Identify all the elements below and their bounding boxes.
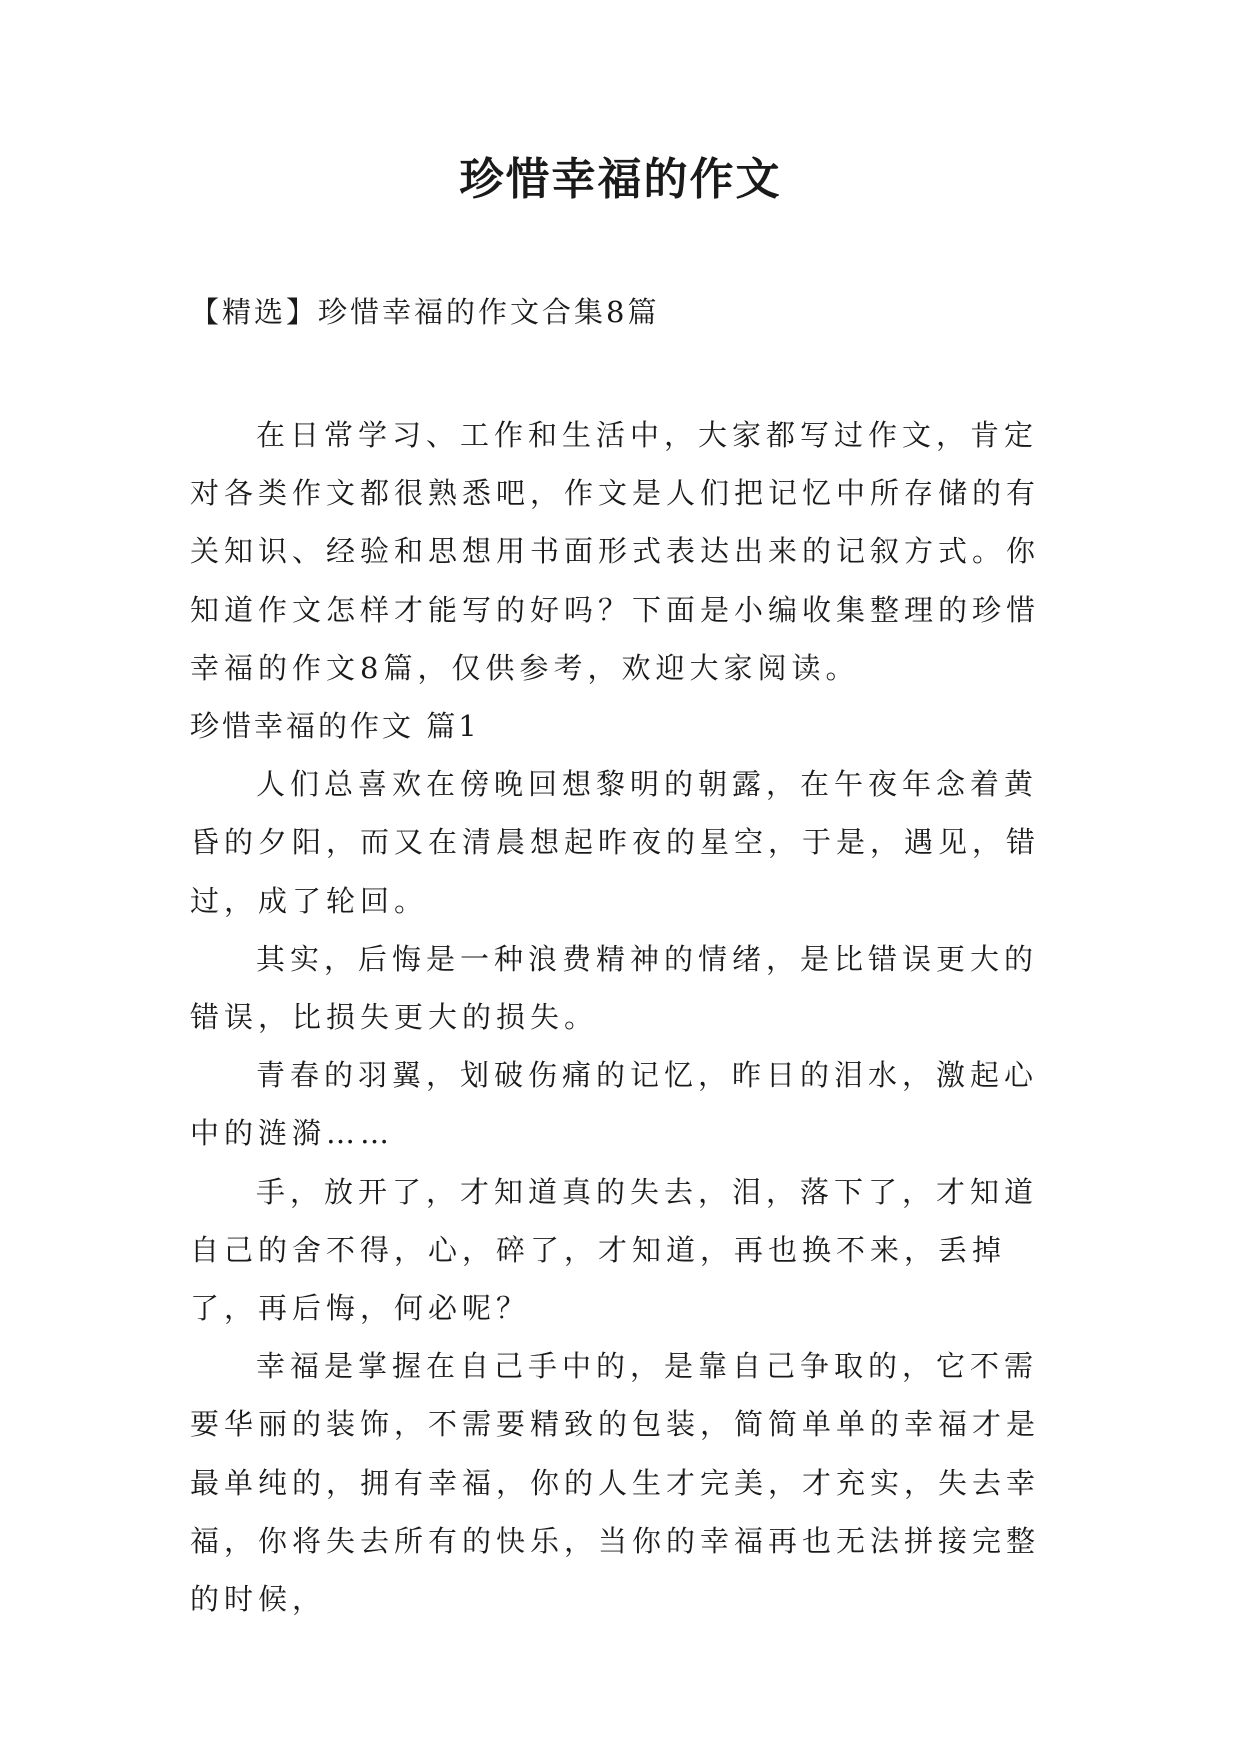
body-paragraph: 幸福是掌握在自己手中的，是靠自己争取的，它不需要华丽的装饰，不需要精致的包装，简简单单的幸福才是最单纯的，拥有幸福，你的人生才完美，才充实，失去幸福，你将失去所有的快乐，当你的幸福再也无法拼接完整的时候，	[190, 1349, 1041, 1617]
section-heading: 珍惜幸福的作文 篇1	[190, 709, 480, 744]
document-body	[190, 406, 1060, 1628]
body-paragraph: 青春的羽翼，划破伤痛的记忆，昨日的泪水，激起心中的涟漪……	[190, 1058, 1039, 1151]
document-subtitle: 【精选】珍惜幸福的作文合集8篇	[190, 295, 660, 329]
body-paragraph: 人们总喜欢在傍晚回想黎明的朝露，在午夜年念着黄昏的夕阳，而又在清晨想起昨夜的星空，于是，遇见，错过，成了轮回。	[190, 767, 1041, 918]
body-paragraph: 手，放开了，才知道真的失去，泪，落下了，才知道自己的舍不得，心，碎了，才知道，再也换不来，丢掉了，再后悔，何必呢？	[190, 1174, 1039, 1326]
body-paragraph: 其实，后悔是一种浪费精神的情绪，是比错误更大的错误，比损失更大的损失。	[190, 941, 1039, 1035]
document-title: 珍惜幸福的作文	[459, 154, 782, 205]
intro-paragraph: 在日常学习、工作和生活中，大家都写过作文，肯定对各类作文都很熟悉吧，作文是人们把记忆中所存储的有关知识、经验和思想用书面形式表达出来的记叙方式。你知道作文怎样才能写的好吗？下面是小编收集整理的珍惜幸福的作文8篇，仅供参考，欢迎大家阅读。	[190, 418, 1041, 685]
